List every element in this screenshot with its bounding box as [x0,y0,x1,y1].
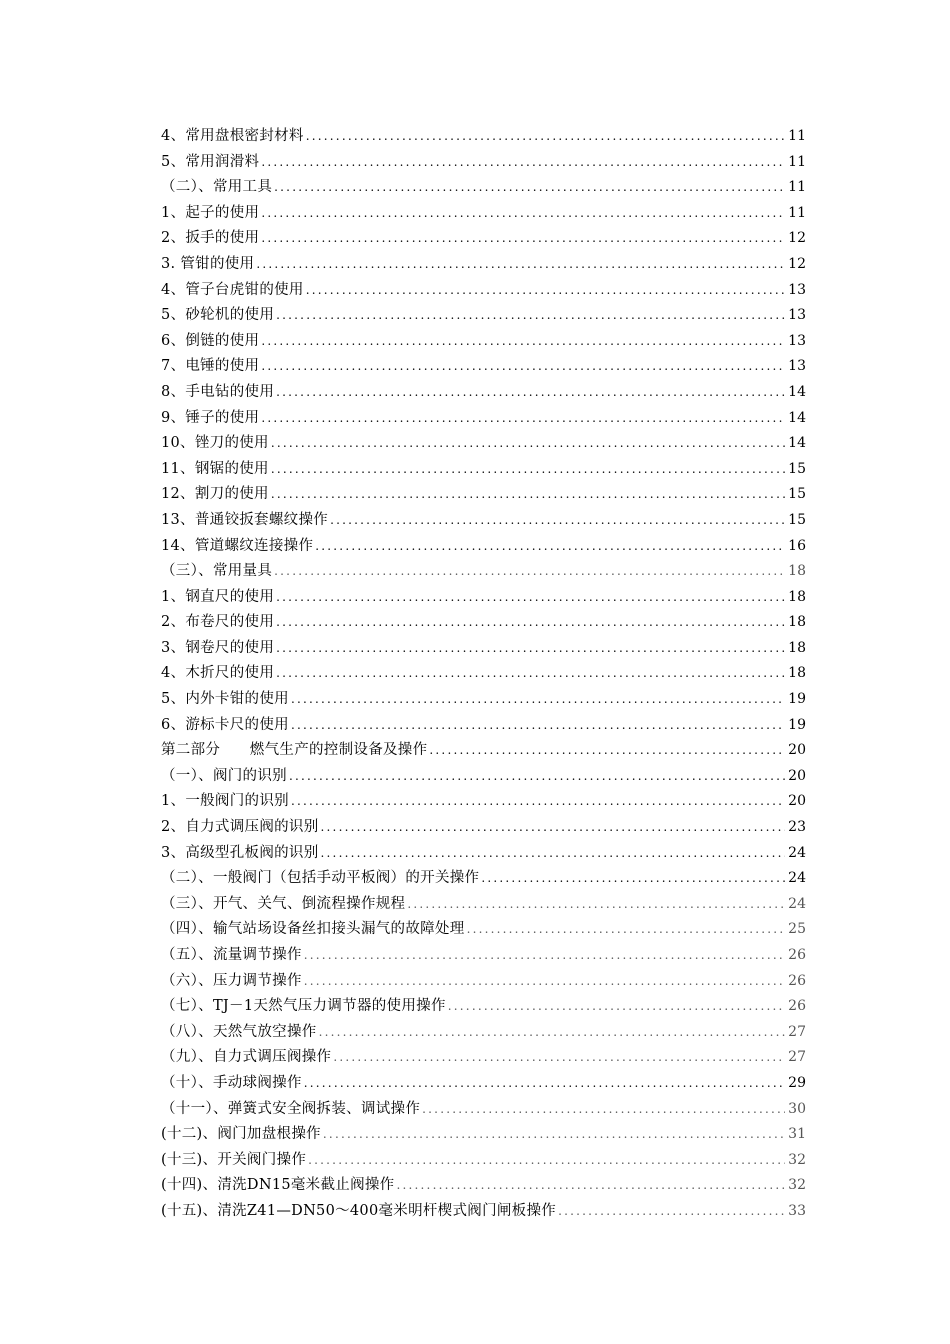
toc-entry-title: 2、布卷尺的使用 [161,614,275,631]
toc-entry-title: (十三)、开关阀门操作 [161,1151,307,1168]
toc-entry-title: (十二)、阀门加盘根操作 [161,1126,321,1143]
toc-page-number: 14 [788,435,806,452]
toc-dot-leader [315,534,785,560]
toc-dot-leader [261,329,785,355]
toc-page-number: 18 [788,588,806,605]
toc-dot-leader [261,201,785,227]
toc-page-number: 32 [788,1151,806,1168]
toc-page-number: 26 [788,947,806,963]
toc-entry[interactable] [161,406,806,432]
toc-entry[interactable] [161,354,806,380]
toc-entry[interactable] [161,610,806,636]
toc-page-number: 18 [788,665,806,682]
toc-dot-leader [276,303,785,329]
toc-entry-title: 2、扳手的使用 [161,230,260,247]
toc-entry-title: (十五)、清洗Z41—DN50～400毫米明杆楔式阀门闸板操作 [161,1202,557,1219]
toc-entry[interactable] [161,1173,806,1199]
toc-entry[interactable] [161,1122,806,1148]
toc-entry[interactable] [161,815,806,841]
toc-page-number: 13 [788,307,806,324]
toc-entry-title: （四）、输气站场设备丝扣接头漏气的故障处理 [161,921,465,938]
toc-page-number: 27 [788,1023,806,1040]
toc-entry-title: (十四)、清洗DN15毫米截止阀操作 [161,1177,395,1194]
toc-dot-leader [330,508,785,534]
toc-dot-leader [261,150,785,176]
toc-page-number: 20 [788,767,806,784]
toc-dot-leader [291,713,785,739]
toc-dot-leader [306,124,785,150]
toc-entry[interactable] [161,917,806,943]
toc-dot-leader [276,661,785,687]
toc-dot-leader [274,559,785,585]
toc-entry[interactable] [161,994,806,1020]
toc-page-number: 13 [788,358,806,375]
toc-dot-leader [304,969,785,995]
toc-entry-title: 10、锉刀的使用 [161,435,269,452]
toc-page-number: 13 [788,281,806,298]
toc-page-number: 18 [788,563,806,580]
toc-entry[interactable] [161,431,806,457]
toc-page-number: 26 [788,972,806,989]
toc-entry-title: 13、普通铰扳套螺纹操作 [161,511,329,528]
toc-page-number: 25 [788,921,806,938]
toc-entry-title: （三）、开气、关气、倒流程操作规程 [161,895,406,912]
toc-entry-title: 2、自力式调压阀的识别 [161,819,319,836]
toc-entry[interactable] [161,1148,806,1174]
toc-entry[interactable] [161,1199,806,1225]
toc-entry[interactable] [161,661,806,687]
toc-entry-title: 7、电锤的使用 [161,358,260,375]
toc-entry[interactable] [161,175,806,201]
toc-dot-leader [396,1173,785,1199]
toc-entry[interactable] [161,201,806,227]
toc-dot-leader [407,892,785,918]
toc-entry-title: 4、管子台虎钳的使用 [161,281,304,298]
toc-entry-title: 1、一般阀门的识别 [161,793,289,810]
toc-entry-title: （十）、手动球阀操作 [161,1074,302,1091]
toc-entry-title: 1、钢直尺的使用 [161,588,275,605]
toc-entry-title: 3、钢卷尺的使用 [161,639,275,656]
toc-dot-leader [276,636,785,662]
toc-dot-leader [422,1097,785,1123]
toc-page-number: 26 [788,998,806,1015]
toc-entry[interactable] [161,303,806,329]
toc-page-number: 11 [788,204,806,221]
toc-entry-title: 9、锤子的使用 [161,409,260,426]
toc-entry[interactable] [161,1020,806,1046]
toc-entry[interactable] [161,1071,806,1097]
toc-dot-leader [276,585,785,611]
toc-entry-title: 4、木折尺的使用 [161,665,275,682]
toc-entry[interactable] [161,841,806,867]
toc-entry-title: （六）、压力调节操作 [161,972,302,989]
toc-entry[interactable] [161,789,806,815]
toc-dot-leader [429,738,785,764]
toc-entry[interactable] [161,943,806,969]
toc-entry[interactable] [161,380,806,406]
toc-entry-title: 第二部分 燃气生产的控制设备及操作 [161,742,428,759]
toc-page-number: 13 [788,332,806,349]
toc-dot-leader [256,252,785,278]
toc-entry[interactable] [161,124,806,150]
toc-entry[interactable] [161,687,806,713]
toc-page-number: 19 [788,716,806,733]
toc-page-number: 24 [788,844,806,861]
toc-entry-title: 4、常用盘根密封材料 [161,128,304,144]
toc-entry-title: （五）、流量调节操作 [161,947,302,963]
toc-page-number: 33 [788,1202,806,1219]
toc-entry-title: （二）、常用工具 [161,179,273,196]
toc-entry[interactable] [161,508,806,534]
toc-dot-leader [333,1045,785,1071]
toc-dot-leader [271,457,785,483]
toc-entry[interactable] [161,252,806,278]
toc-dot-leader [291,687,785,713]
toc-entry-title: 5、常用润滑料 [161,153,260,170]
toc-entry[interactable] [161,329,806,355]
toc-entry-title: 6、倒链的使用 [161,332,260,349]
toc-dot-leader [467,917,786,943]
toc-page-number: 27 [788,1049,806,1066]
toc-dot-leader [323,1122,785,1148]
toc-page-number: 32 [788,1177,806,1194]
toc-page-number: 24 [788,870,806,887]
toc-dot-leader [304,1071,785,1097]
toc-entry-title: （一）、阀门的识别 [161,767,287,784]
toc-entry-title: （三）、常用量具 [161,563,273,580]
toc-page-number: 12 [788,255,806,272]
toc-entry-title: （八）、天然气放空操作 [161,1023,317,1040]
toc-page-number: 16 [788,537,806,554]
toc-entry-title: （二）、一般阀门（包括手动平板阀）的开关操作 [161,870,480,887]
toc-entry[interactable] [161,713,806,739]
toc-entry[interactable] [161,534,806,560]
toc-page-number: 14 [788,383,806,400]
toc-page-number: 23 [788,819,806,836]
toc-entry-title: （七）、TJ－1天然气压力调节器的使用操作 [161,998,446,1015]
toc-dot-leader [271,431,785,457]
toc-page-number: 18 [788,614,806,631]
toc-entry-title: （十一）、弹簧式安全阀拆装、调试操作 [161,1100,421,1117]
toc-entry-title: 6、游标卡尺的使用 [161,716,289,733]
toc-dot-leader [274,175,785,201]
toc-page-number: 20 [788,742,806,759]
toc-entry[interactable] [161,1045,806,1071]
toc-entry-title: 12、割刀的使用 [161,486,269,503]
toc-entry-title: 11、钢锯的使用 [161,460,269,477]
toc-dot-leader [261,226,785,252]
toc-dot-leader [481,866,785,892]
toc-dot-leader [321,815,786,841]
table-of-contents [161,124,806,1225]
toc-entry[interactable] [161,1097,806,1123]
toc-dot-leader [276,610,785,636]
toc-dot-leader [558,1199,785,1225]
toc-entry[interactable] [161,738,806,764]
toc-dot-leader [276,380,785,406]
toc-dot-leader [289,764,785,790]
toc-entry-title: （九）、自力式调压阀操作 [161,1049,332,1066]
toc-entry[interactable] [161,866,806,892]
toc-dot-leader [448,994,785,1020]
toc-page-number: 30 [788,1100,806,1117]
toc-page-number: 31 [788,1126,806,1143]
toc-page-number: 20 [788,793,806,810]
toc-entry[interactable] [161,482,806,508]
toc-page-number: 15 [788,460,806,477]
toc-entry-title: 8、手电钻的使用 [161,383,275,400]
toc-entry[interactable] [161,150,806,176]
toc-page-number: 11 [788,179,806,196]
toc-entry-title: 5、砂轮机的使用 [161,307,275,324]
toc-entry-title: 5、内外卡钳的使用 [161,691,289,708]
toc-entry[interactable] [161,892,806,918]
toc-page-number: 15 [788,511,806,528]
toc-dot-leader [291,789,785,815]
toc-dot-leader [308,1148,785,1174]
toc-entry-title: 3. 管钳的使用 [161,255,255,272]
toc-entry[interactable] [161,226,806,252]
toc-page-number: 12 [788,230,806,247]
toc-page-number: 11 [788,153,806,170]
toc-page-number: 14 [788,409,806,426]
toc-entry[interactable] [161,636,806,662]
toc-dot-leader [271,482,785,508]
toc-dot-leader [261,406,785,432]
toc-page-number: 19 [788,691,806,708]
toc-entry[interactable] [161,764,806,790]
toc-entry-title: 14、管道螺纹连接操作 [161,537,314,554]
toc-dot-leader [304,943,785,969]
toc-entry[interactable] [161,585,806,611]
toc-entry[interactable] [161,559,806,585]
toc-entry-title: 3、高级型孔板阀的识别 [161,844,319,861]
toc-page-number: 29 [788,1074,806,1091]
toc-page-number: 15 [788,486,806,503]
toc-dot-leader [306,278,785,304]
toc-dot-leader [319,1020,786,1046]
toc-dot-leader [261,354,785,380]
toc-dot-leader [321,841,786,867]
toc-entry[interactable] [161,457,806,483]
toc-page-number: 18 [788,639,806,656]
toc-entry[interactable] [161,278,806,304]
toc-page-number: 11 [788,128,806,144]
toc-entry[interactable] [161,969,806,995]
toc-page-number: 24 [788,895,806,912]
toc-entry-title: 1、起子的使用 [161,204,260,221]
